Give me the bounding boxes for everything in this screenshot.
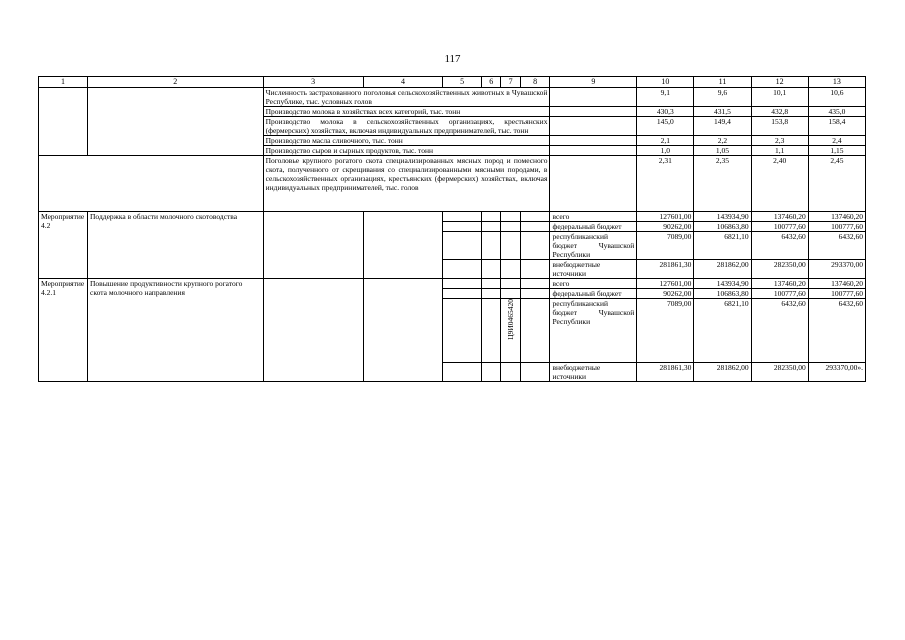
empty-cell: [88, 107, 264, 117]
value-cell: 1,1: [751, 146, 808, 156]
col-header: 7: [501, 77, 520, 88]
col-header: 3: [263, 77, 363, 88]
indicator-text: Производство сыров и сырных продуктов, тыс. тонн: [263, 146, 550, 156]
measure-name: Повышение продуктивности крупного рогатого скота молочного направления: [88, 279, 264, 382]
value-cell: 137460,20: [751, 279, 808, 289]
value-cell: 2,45: [808, 156, 865, 212]
indicator-row: [39, 136, 866, 146]
value-cell: 90262,00: [637, 289, 694, 299]
measure-name: Поддержка в области молочного скотоводства: [88, 212, 264, 279]
funding-source: республиканский бюджет Чувашской Республики: [550, 232, 637, 260]
value-cell: 137460,20: [808, 279, 865, 289]
empty-cell: [443, 212, 482, 222]
value-cell: 106863,80: [694, 289, 751, 299]
value-cell: 10,6: [808, 88, 865, 107]
empty-cell: [443, 363, 482, 382]
value-cell: 1,0: [637, 146, 694, 156]
value-cell: 2,35: [694, 156, 751, 212]
value-cell: 293370,00».: [808, 363, 865, 382]
empty-cell: [501, 289, 520, 299]
col-header: 1: [39, 77, 88, 88]
measure-label: Мероприятие 4.2: [39, 212, 88, 279]
empty-cell: [550, 136, 637, 146]
value-cell: 145,0: [637, 117, 694, 136]
empty-cell: [443, 289, 482, 299]
value-cell: 100777,60: [808, 222, 865, 232]
empty-cell: [501, 232, 520, 260]
empty-cell: [443, 299, 482, 363]
col-header: 10: [637, 77, 694, 88]
empty-cell: [88, 136, 264, 146]
value-cell: 127601,00: [637, 212, 694, 222]
funding-source: федеральный бюджет: [550, 289, 637, 299]
measure-row: [39, 212, 866, 222]
indicator-row: [39, 156, 866, 212]
value-cell: 143934,90: [694, 279, 751, 289]
indicator-text: Производство молока в сельскохозяйственных организациях, крестьянских (фермерских) хозяйствах, включая индивидуальных предпринимателей, тыс. тонн: [263, 117, 550, 136]
value-cell: 9,1: [637, 88, 694, 107]
value-cell: 282350,00: [751, 260, 808, 279]
value-cell: 282350,00: [751, 363, 808, 382]
empty-cell: [482, 279, 501, 289]
col-header: 9: [550, 77, 637, 88]
empty-cell: [39, 156, 264, 212]
indicator-row: [39, 146, 866, 156]
value-cell: 143934,90: [694, 212, 751, 222]
empty-cell: [482, 212, 501, 222]
empty-cell: [482, 260, 501, 279]
empty-cell: [443, 279, 482, 289]
value-cell: 158,4: [808, 117, 865, 136]
indicator-text: Производство молока в хозяйствах всех категорий, тыс. тонн: [263, 107, 550, 117]
value-cell: 90262,00: [637, 222, 694, 232]
col-header: 6: [482, 77, 501, 88]
indicator-row: [39, 107, 866, 117]
empty-cell: [550, 146, 637, 156]
empty-cell: [520, 279, 550, 289]
value-cell: 432,8: [751, 107, 808, 117]
empty-cell: [550, 107, 637, 117]
value-cell: 6432,60: [751, 299, 808, 363]
funding-source: республиканский бюджет Чувашской Республики: [550, 299, 637, 363]
value-cell: 7089,00: [637, 299, 694, 363]
value-cell: 293370,00: [808, 260, 865, 279]
funding-source: всего: [550, 212, 637, 222]
value-cell: 127601,00: [637, 279, 694, 289]
funding-source: внебюджетные источники: [550, 260, 637, 279]
funding-source: всего: [550, 279, 637, 289]
empty-cell: [88, 88, 264, 107]
empty-cell: [550, 156, 637, 212]
code-cell: [501, 299, 520, 363]
program-table: [38, 76, 866, 382]
funding-source: федеральный бюджет: [550, 222, 637, 232]
value-cell: 106863,80: [694, 222, 751, 232]
indicator-text: Численность застрахованного поголовья сельскохозяйственных животных в Чувашской Республике, тыс. условных голов: [263, 88, 550, 107]
value-cell: 435,0: [808, 107, 865, 117]
empty-cell: [39, 88, 88, 107]
value-cell: 430,3: [637, 107, 694, 117]
empty-cell: [363, 279, 443, 382]
value-cell: 9,6: [694, 88, 751, 107]
value-cell: 100777,60: [751, 289, 808, 299]
value-cell: 2,4: [808, 136, 865, 146]
value-cell: 6432,60: [751, 232, 808, 260]
empty-cell: [520, 363, 550, 382]
value-cell: 281861,30: [637, 363, 694, 382]
empty-cell: [443, 260, 482, 279]
empty-cell: [482, 289, 501, 299]
value-cell: 281861,30: [637, 260, 694, 279]
col-header: 13: [808, 77, 865, 88]
value-cell: 2,3: [751, 136, 808, 146]
empty-cell: [501, 260, 520, 279]
empty-cell: [520, 260, 550, 279]
empty-cell: [482, 299, 501, 363]
measure-row: [39, 279, 866, 289]
value-cell: 2,31: [637, 156, 694, 212]
empty-cell: [520, 212, 550, 222]
empty-cell: [88, 117, 264, 136]
indicator-text: Производство масла сливочного, тыс. тонн: [263, 136, 550, 146]
value-cell: 431,5: [694, 107, 751, 117]
value-cell: 149,4: [694, 117, 751, 136]
empty-cell: [501, 279, 520, 289]
col-header: 5: [443, 77, 482, 88]
empty-cell: [520, 222, 550, 232]
value-cell: 2,2: [694, 136, 751, 146]
budget-code: Ц9И0465420: [506, 299, 516, 340]
col-header: 2: [88, 77, 264, 88]
value-cell: 100777,60: [751, 222, 808, 232]
col-header: 11: [694, 77, 751, 88]
empty-cell: [501, 222, 520, 232]
empty-cell: [501, 363, 520, 382]
empty-cell: [39, 136, 88, 146]
empty-cell: [482, 232, 501, 260]
col-header: 8: [520, 77, 550, 88]
empty-cell: [520, 299, 550, 363]
value-cell: 281862,00: [694, 260, 751, 279]
indicator-text: Поголовье крупного рогатого скота специализированных мясных пород и помесного скота, полученного от скрещивания со специализированными мясными породами, в сельскохозяйственных организациях, крестьянских (фермерских) хозяйствах, включая индивидуальных предпринимателей, тыс. голов: [263, 156, 550, 212]
measure-label: Мероприятие 4.2.1: [39, 279, 88, 382]
empty-cell: [363, 212, 443, 279]
empty-cell: [39, 107, 88, 117]
empty-cell: [501, 212, 520, 222]
value-cell: 6821,10: [694, 299, 751, 363]
indicator-row: [39, 88, 866, 107]
empty-cell: [482, 222, 501, 232]
empty-cell: [443, 222, 482, 232]
value-cell: 153,8: [751, 117, 808, 136]
value-cell: 137460,20: [808, 212, 865, 222]
value-cell: 100777,60: [808, 289, 865, 299]
value-cell: 6432,60: [808, 232, 865, 260]
value-cell: 281862,00: [694, 363, 751, 382]
value-cell: 6821,10: [694, 232, 751, 260]
empty-cell: [550, 88, 637, 107]
header-row: [39, 77, 866, 88]
value-cell: 1,05: [694, 146, 751, 156]
empty-cell: [482, 363, 501, 382]
value-cell: 2,40: [751, 156, 808, 212]
value-cell: 10,1: [751, 88, 808, 107]
empty-cell: [520, 289, 550, 299]
col-header: 4: [363, 77, 443, 88]
empty-cell: [550, 117, 637, 136]
page-number: 117: [444, 53, 461, 65]
empty-cell: [443, 232, 482, 260]
empty-cell: [88, 146, 264, 156]
indicator-row: [39, 117, 866, 136]
empty-cell: [39, 117, 88, 136]
value-cell: 1,15: [808, 146, 865, 156]
value-cell: 137460,20: [751, 212, 808, 222]
value-cell: 2,1: [637, 136, 694, 146]
empty-cell: [39, 146, 88, 156]
funding-source: внебюджетные источники: [550, 363, 637, 382]
value-cell: 7089,00: [637, 232, 694, 260]
empty-cell: [520, 232, 550, 260]
empty-cell: [263, 212, 363, 279]
value-cell: 6432,60: [808, 299, 865, 363]
empty-cell: [263, 279, 363, 382]
col-header: 12: [751, 77, 808, 88]
